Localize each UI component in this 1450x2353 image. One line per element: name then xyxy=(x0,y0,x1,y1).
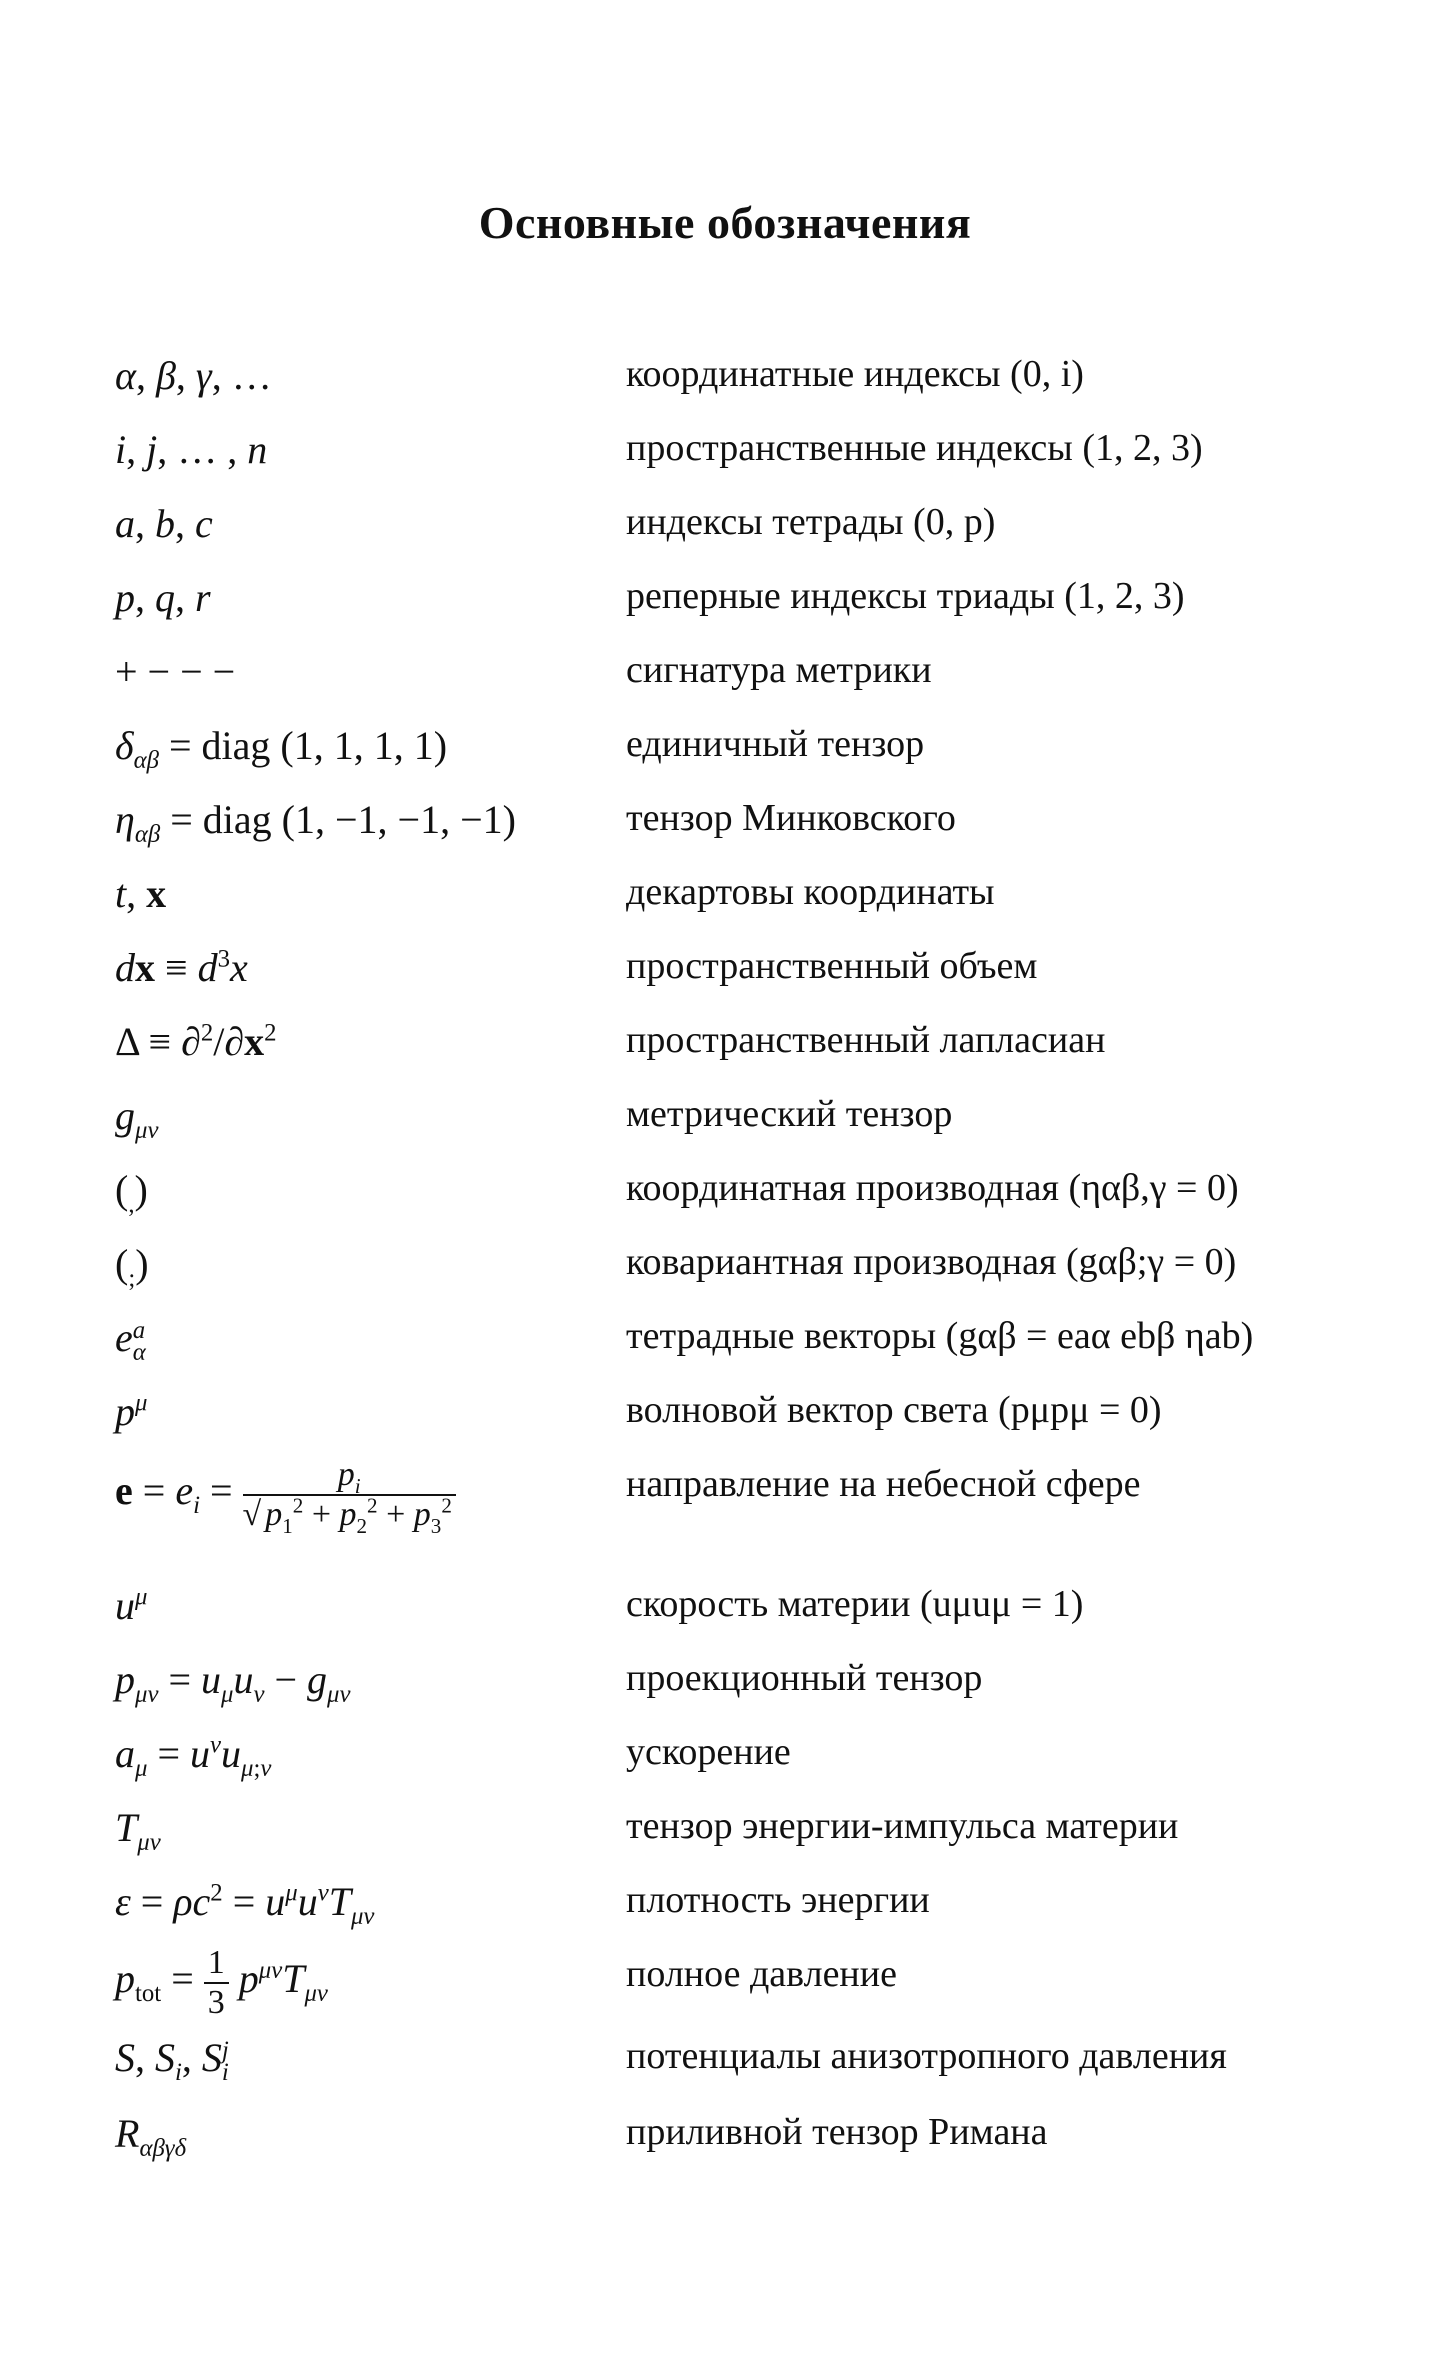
symbol: $\delta_{\alpha\beta}$ = diag (1, 1, 1, 1) xyxy=(115,723,448,774)
description: координатные индексы (0, i) xyxy=(626,353,1084,395)
description: проекционный тензор xyxy=(626,1657,983,1699)
description: сигнатура метрики xyxy=(626,649,932,691)
symbol: ea α xyxy=(115,1315,146,1366)
symbol: S, $S_i$, Sj i xyxy=(115,2035,229,2086)
description: полное давление xyxy=(626,1953,897,1995)
description: тензор энергии-импульса материи xyxy=(626,1805,1179,1847)
symbol: α, β, γ, … xyxy=(115,353,272,398)
symbol: t, x xyxy=(115,871,167,916)
description: скорость материи (uμuμ = 1) xyxy=(626,1583,1084,1625)
symbol: $e = e_i$ = $\frac{p_i}{√ p_1^2 + p_2^2 + p_3^2}$ xyxy=(115,1456,456,1534)
symbol: $\eta_{\alpha\beta}$ = diag (1, −1, −1, −1) xyxy=(115,797,516,848)
symbol: $g_{\mu\nu}$ xyxy=(115,1093,159,1144)
symbol: $\varepsilon = \rho c^2 = u^\mu u^\nu T_{\mu\nu}$ xyxy=(115,1879,375,1930)
description: пространственный лапласиан xyxy=(626,1019,1106,1061)
description: приливной тензор Римана xyxy=(626,2111,1048,2153)
symbol: $p_{\mu\nu} = u_\mu u_\nu - g_{\mu\nu}$ xyxy=(115,1657,351,1708)
description: декартовы координаты xyxy=(626,871,995,913)
symbol: $\Delta \equiv \partial^2/\partial x^2$ xyxy=(115,1019,277,1064)
symbol: $(_,)$ xyxy=(115,1167,148,1218)
description: координатная производная (ηαβ,γ = 0) xyxy=(626,1167,1239,1209)
description: реперные индексы триады (1, 2, 3) xyxy=(626,575,1185,617)
fraction: $\frac{p_i}{√ p_1^2 + p_2^2 + p_3^2}$ xyxy=(243,1456,456,1534)
description: тетрадные векторы (gαβ = eaα ebβ ηab) xyxy=(626,1315,1254,1357)
description: потенциалы анизотропного давления xyxy=(626,2035,1227,2077)
symbol: $a_\mu = u^\nu u_{\mu;\nu}$ xyxy=(115,1731,272,1782)
description: метрический тензор xyxy=(626,1093,953,1135)
description: пространственный объем xyxy=(626,945,1038,987)
symbol: $u^\mu$ xyxy=(115,1583,148,1628)
description: пространственные индексы (1, 2, 3) xyxy=(626,427,1203,469)
symbol: dx ≡ $d^3x$ xyxy=(115,945,248,990)
description: единичный тензор xyxy=(626,723,925,765)
symbol: p, q, r xyxy=(115,575,211,620)
symbol: $R_{\alpha\beta\gamma\delta}$ xyxy=(115,2111,187,2162)
description: направление на небесной сфере xyxy=(626,1463,1141,1505)
fraction: $\frac{1}{3}$ xyxy=(204,1944,229,2022)
description: ускорение xyxy=(626,1731,791,1773)
symbol: a, b, c xyxy=(115,501,213,546)
description: волновой вектор света (pμpμ = 0) xyxy=(626,1389,1162,1431)
symbol: + − − − xyxy=(115,649,236,694)
description: ковариантная производная (gαβ;γ = 0) xyxy=(626,1241,1237,1283)
description: плотность энергии xyxy=(626,1879,930,1921)
description: индексы тетрады (0, p) xyxy=(626,501,996,543)
symbol: $p_{tot}$ = $\frac{1}{3}$ $p^{\mu\nu}T_{\mu\nu}$ xyxy=(115,1944,328,2021)
symbol: $T_{\mu\nu}$ xyxy=(115,1805,161,1856)
symbol: $(_;)$ xyxy=(115,1241,149,1292)
symbol: i, j, … , n xyxy=(115,427,268,472)
symbol: $p^\mu$ xyxy=(115,1389,148,1434)
page-title: Основные обозначения xyxy=(478,197,972,248)
description: тензор Минковского xyxy=(626,797,956,839)
